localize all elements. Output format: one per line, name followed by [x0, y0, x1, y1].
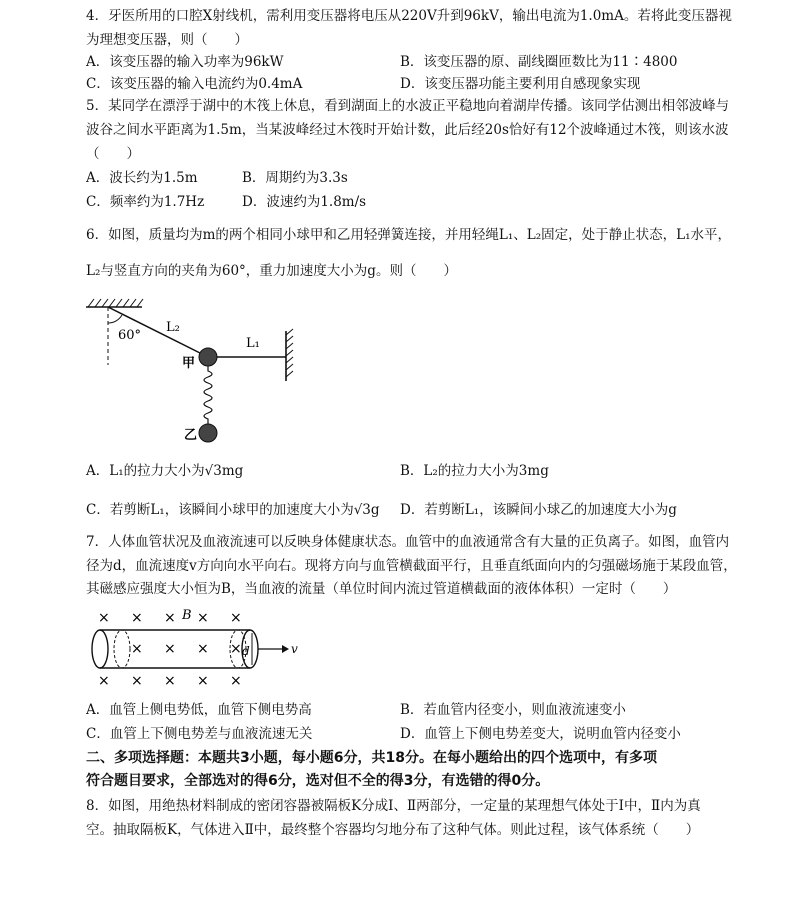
svg-text:×: ×	[230, 641, 242, 657]
q8-stem-line2: 空。抽取隔板K，气体进入Ⅱ中，最终整个容器均匀地分布了这种气体。则此过程，该气体系统（ ）	[86, 822, 700, 838]
svg-text:×: ×	[131, 610, 143, 626]
q6-option-b[interactable]: B．L₂的拉力大小为3mg	[400, 463, 549, 479]
q7-stem-line2: 径为d，血流速度v方向向水平向右。现将方向与血管横截面平行，且垂直纸面向内的匀强磁场施于某段血管，	[86, 558, 737, 574]
ball-a	[199, 348, 217, 366]
q6-stem-line2: L₂与竖直方向的夹角为60°，重力加速度大小为g。则（ ）	[86, 263, 457, 279]
svg-text:×: ×	[230, 610, 242, 626]
tube-left-end	[92, 630, 108, 668]
ball-a-label: 甲	[182, 356, 196, 371]
svg-text:×: ×	[131, 673, 143, 689]
svg-text:×: ×	[164, 641, 176, 657]
spring	[204, 366, 212, 425]
q4-option-b[interactable]: B．该变压器的原、副线圈匝数比为11∶4800	[400, 54, 678, 70]
q7-stem-line3: 其磁感应强度大小恒为B，当血液的流量（单位时间内流过管道横截面的液体体积）一定时（ ）	[86, 581, 677, 597]
ball-b	[199, 424, 217, 442]
ball-b-label: 乙	[184, 428, 198, 443]
q7-option-a[interactable]: A．血管上侧电势低，血管下侧电势高	[86, 702, 312, 718]
ceiling-hatch	[88, 299, 143, 307]
section2-heading-line2: 符合题目要求，全部选对的得6分，选对但不全的得3分，有选错的得0分。	[86, 773, 550, 789]
v-label: v	[291, 642, 298, 656]
svg-text:×: ×	[164, 673, 176, 689]
d-label: d	[242, 644, 250, 658]
q5-option-d[interactable]: D．波速约为1.8m/s	[242, 194, 367, 210]
svg-text:×: ×	[164, 610, 176, 626]
angle-label: 60°	[118, 328, 142, 343]
q7-stem-line1: 7．人体血管状况及血液流速可以反映身体健康状态。血管中的血液通常含有大量的正负离子。如图，血管内	[86, 534, 730, 550]
magnetic-field-crosses	[98, 610, 242, 689]
l1-label: L₁	[246, 336, 260, 351]
q4-option-c[interactable]: C．该变压器的输入电流约为0.4mA	[86, 76, 303, 92]
q6-option-a[interactable]: A．L₁的拉力大小为√3mg	[86, 463, 244, 479]
q4-option-a[interactable]: A．该变压器的输入功率为96kW	[86, 54, 284, 70]
l2-label: L₂	[166, 320, 180, 335]
q4-option-d[interactable]: D．该变压器功能主要利用自感现象实现	[400, 76, 641, 92]
svg-text:×: ×	[98, 610, 110, 626]
svg-text:×: ×	[197, 673, 209, 689]
q5-option-c[interactable]: C．频率约为1.7Hz	[86, 194, 205, 210]
section2-heading-line1: 二、多项选择题：本题共3小题，每小题6分，共18分。在每小题给出的四个选项中，有多项	[86, 750, 657, 766]
q6-option-d[interactable]: D．若剪断L₁，该瞬间小球乙的加速度大小为g	[400, 502, 677, 518]
svg-text:×: ×	[230, 673, 242, 689]
svg-text:×: ×	[197, 641, 209, 657]
svg-text:×: ×	[131, 641, 143, 657]
q8-stem-line1: 8．如图，用绝热材料制成的密闭容器被隔板K分成Ⅰ、Ⅱ两部分，一定量的某理想气体处于Ⅰ中，Ⅱ内为真	[86, 798, 701, 814]
q7-option-c[interactable]: C．血管上下侧电势差与血液流速无关	[86, 726, 313, 742]
q6-figure	[80, 295, 310, 445]
q4-stem-line1: 4．牙医所用的口腔X射线机，需利用变压器将电压从220V升到96kV，输出电流为1.0mA。若将此变压器视	[86, 8, 732, 24]
q7-figure	[86, 605, 306, 690]
q5-option-a[interactable]: A．波长约为1.5m	[86, 170, 198, 186]
b-label: B	[182, 608, 192, 623]
q5-stem-line3: （ ）	[86, 146, 140, 162]
q5-stem-line2: 波谷之间水平距离为1.5m，当某波峰经过木筏时开始计数，此后经20s恰好有12个波峰通过木筏，则该水波	[86, 122, 729, 138]
svg-text:×: ×	[98, 673, 110, 689]
svg-text:×: ×	[197, 610, 209, 626]
q7-option-b[interactable]: B．若血管内径变小，则血液流速变小	[400, 702, 626, 718]
q4-stem-line2: 为理想变压器，则（ ）	[86, 32, 248, 48]
wall-hatch	[286, 329, 293, 377]
q7-option-d[interactable]: D．血管上下侧电势差变大，说明血管内径变小	[400, 726, 681, 742]
flow-arrow	[282, 645, 289, 653]
q6-option-c[interactable]: C．若剪断L₁，该瞬间小球甲的加速度大小为√3g	[86, 502, 380, 518]
q6-stem-line1: 6．如图，质量均为m的两个相同小球甲和乙用轻弹簧连接，并用轻绳L₁、L₂固定，处于静止状态，L₁水平，	[86, 227, 732, 243]
q5-option-b[interactable]: B．周期约为3.3s	[242, 170, 348, 186]
q5-stem-line1: 5．某同学在漂浮于湖中的木筏上休息，看到湖面上的水波正平稳地向着湖岸传播。该同学估测出相邻波峰与	[86, 98, 730, 114]
